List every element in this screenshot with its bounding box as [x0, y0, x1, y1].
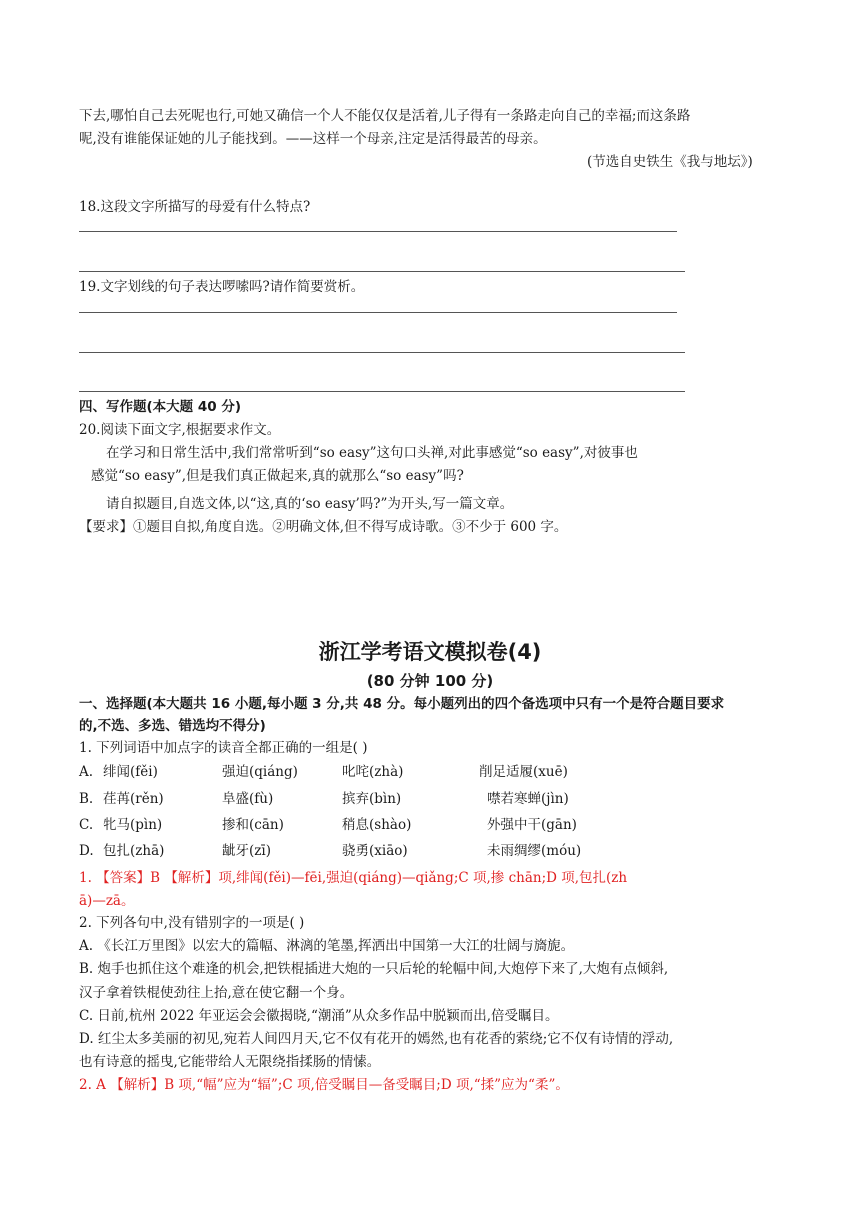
option-word: 噤若寒蝉(jìn) — [487, 791, 569, 807]
option-text: 汉子拿着铁棍使劲往上抬,意在使它翻一个身。 — [79, 985, 354, 1001]
answer-line — [79, 231, 677, 232]
option-word: 叱咤(zhà) — [342, 764, 404, 780]
option-label: B. — [79, 791, 94, 807]
option-text: A. 《长江万里图》以宏大的篇幅、淋漓的笔墨,挥洒出中国第一大江的壮阔与旖旎。 — [79, 938, 575, 954]
passage-source: (节选自史铁生《我与地坛》) — [587, 154, 753, 170]
option-label: A. — [79, 764, 94, 780]
answer-explanation: ā)—zā。 — [79, 893, 135, 909]
answer-explanation: 2. A 【解析】B 项,“幅”应为“辐”;C 项,倍受瞩目—备受瞩目;D 项,“揉”应为“柔”。 — [79, 1077, 569, 1093]
option-word: 骁勇(xiāo) — [342, 843, 408, 859]
section-heading: 四、写作题(本大题 40 分) — [79, 399, 242, 415]
answer-line — [79, 312, 677, 313]
option-word: 包扎(zhā) — [103, 843, 165, 859]
answer-line — [79, 391, 685, 392]
option-word: 稍息(shào) — [342, 817, 412, 833]
question-18: 18.这段文字所描写的母爱有什么特点? — [79, 199, 311, 215]
page-title: 浙江学考语文模拟卷(4) — [318, 640, 542, 664]
answer-line — [79, 352, 685, 353]
option-text: C. 日前,杭州 2022 年亚运会会徽揭晓,“潮涌”从众多作品中脱颖而出,倍受瞩目。 — [79, 1008, 559, 1024]
page-subtitle: (80 分钟 100 分) — [366, 672, 494, 690]
prompt-text: 在学习和日常生活中,我们常常听到“so easy”这句口头禅,对此事感觉“so easy”,对彼事也 — [106, 445, 638, 461]
section-heading: 的,不选、多选、错选均不得分) — [79, 718, 266, 734]
option-text: 也有诗意的摇曳,它能带给人无限绕指揉肠的情愫。 — [79, 1054, 381, 1070]
option-word: 荏苒(rěn) — [103, 791, 164, 807]
option-word: 龇牙(zī) — [222, 843, 271, 859]
section-heading: 一、选择题(本大题共 16 小题,每小题 3 分,共 48 分。每小题列出的四个备选项中只有一个是符合题目要求 — [79, 696, 725, 712]
answer-explanation: 1. 【答案】B 【解析】项,绯闻(fěi)—fēi,强迫(qiáng)—qiǎng;C 项,掺 chān;D 项,包扎(zh — [79, 870, 628, 886]
option-word: 削足适履(xuē) — [479, 764, 568, 780]
passage-line: 下去,哪怕自己去死呢也行,可她又确信一个人不能仅仅是活着,儿子得有一条路走向自己的幸福;而这条路 — [79, 108, 691, 124]
option-text: B. 炮手也抓住这个难逢的机会,把铁棍插进大炮的一只后轮的轮幅中间,大炮停下来了,大炮有点倾斜, — [79, 961, 669, 977]
question-2-stem: 2. 下列各句中,没有错别字的一项是( ) — [79, 915, 305, 931]
passage-line: 呢,没有谁能保证她的儿子能找到。——这样一个母亲,注定是活得最苦的母亲。 — [79, 131, 547, 147]
answer-line — [79, 271, 685, 272]
question-20: 20.阅读下面文字,根据要求作文。 — [79, 422, 281, 438]
option-word: 掺和(cān) — [222, 817, 284, 833]
prompt-text: 感觉“so easy”,但是我们真正做起来,真的就那么“so easy”吗? — [91, 468, 464, 484]
question-1-stem: 1. 下列词语中加点字的读音全都正确的一组是( ) — [79, 740, 368, 756]
requirement-text: 【要求】①题目自拟,角度自选。②明确文体,但不得写成诗歌。③不少于 600 字。 — [79, 519, 568, 535]
option-word: 牝马(pìn) — [103, 817, 163, 833]
option-text: D. 红尘太多美丽的初见,宛若人间四月天,它不仅有花开的嫣然,也有花香的萦绕;它不仅有诗情的浮动, — [79, 1031, 674, 1047]
option-word: 阜盛(fù) — [222, 791, 274, 807]
option-word: 强迫(qiáng) — [222, 764, 298, 780]
option-word: 摈弃(bìn) — [342, 791, 402, 807]
prompt-text: 请自拟题目,自选文体,以“这,真的‘so easy’吗?”为开头,写一篇文章。 — [106, 496, 514, 512]
option-word: 外强中干(gān) — [487, 817, 577, 833]
question-19: 19.文字划线的句子表达啰嗦吗?请作简要赏析。 — [79, 279, 365, 295]
option-word: 绯闻(fěi) — [103, 764, 158, 780]
option-label: C. — [79, 817, 94, 833]
option-label: D. — [79, 843, 94, 859]
option-word: 未雨绸缪(móu) — [487, 843, 582, 859]
